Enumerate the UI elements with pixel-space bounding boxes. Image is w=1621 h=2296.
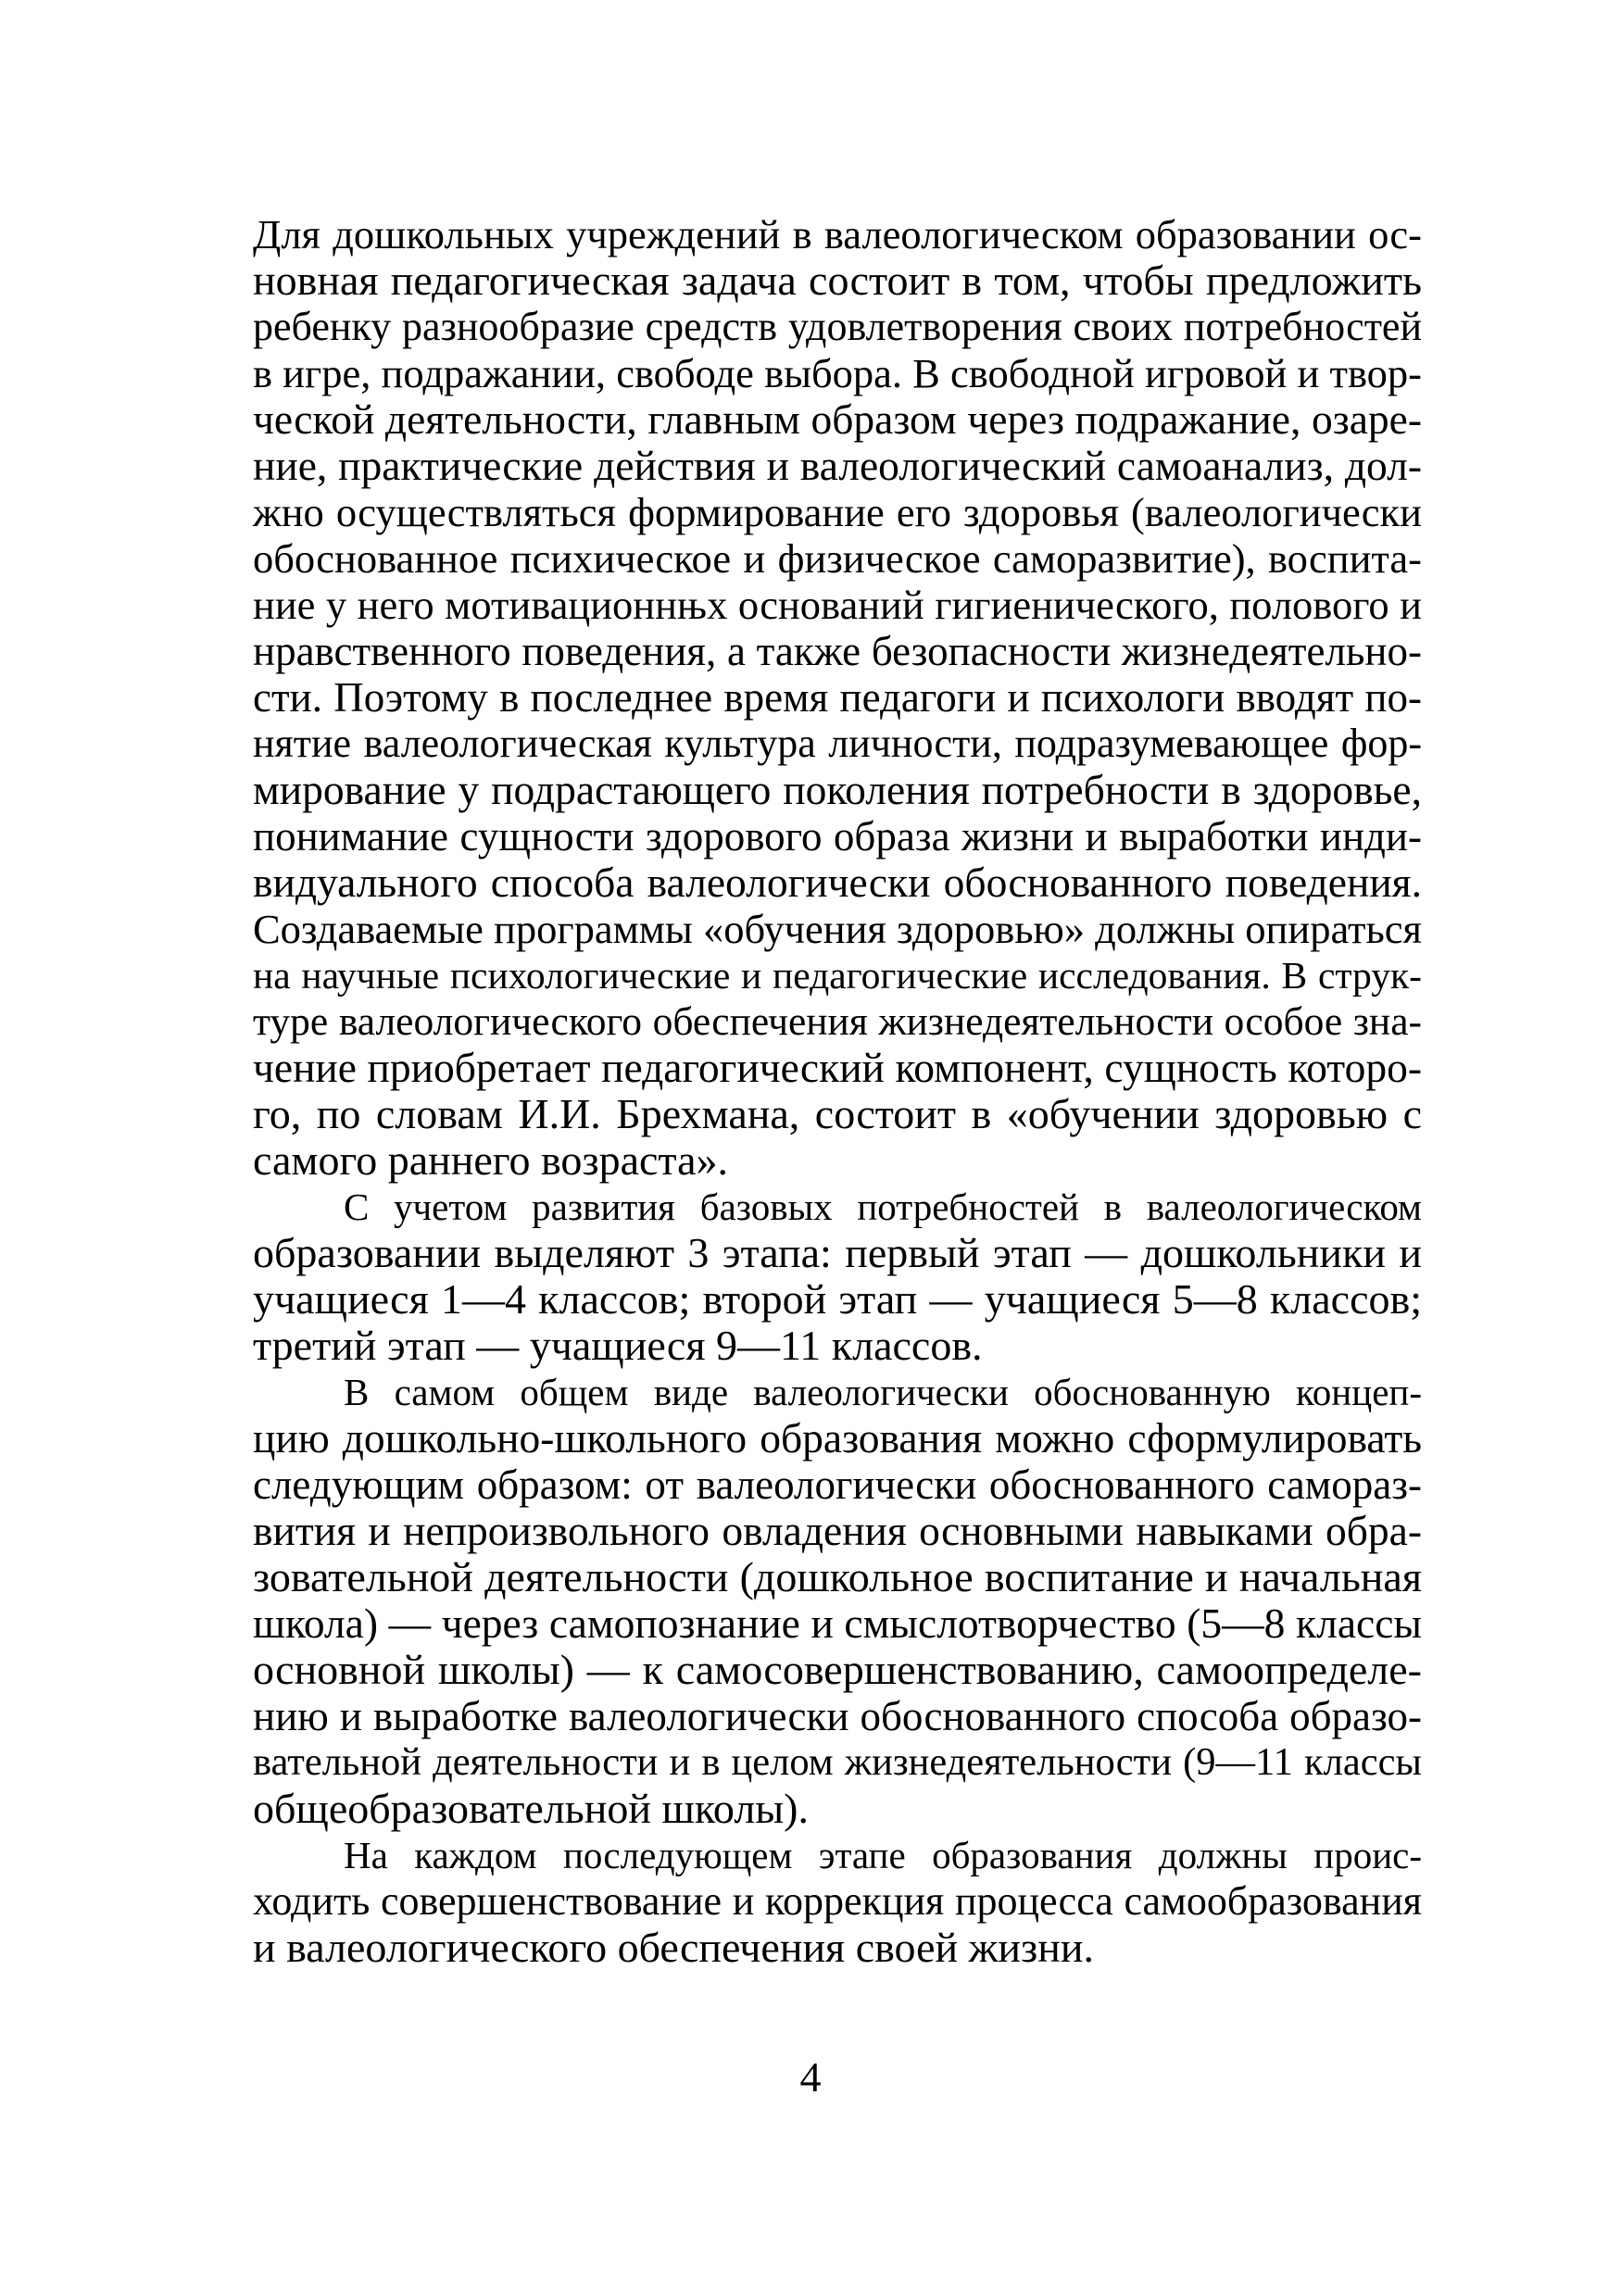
text-line: видуального способа валеологически обоснованного поведения. [253, 859, 1422, 906]
page-body [253, 211, 1422, 1971]
text-line: и валеологического обеспечения своей жизни. [253, 1924, 1094, 1971]
text-line: обоснованное психическое и физическое саморазвитие), воспита- [253, 535, 1422, 582]
text-line: сти. Поэтому в последнее время педагоги и психологи вводят по- [253, 674, 1422, 721]
text-line: нятие валеологическая культура личности, подразумевающее фор- [253, 721, 1422, 766]
text-line: ребенку разнообразие средств удовлетворения своих потребностей [253, 304, 1422, 349]
text-line: ходить совершенствование и коррекция процесса самообразования [253, 1878, 1422, 1924]
text-line: школа) — через самопознание и смыслотворчество (5—8 классы [253, 1600, 1422, 1647]
text-line: вития и непроизвольного овладения основными навыками обра- [253, 1507, 1422, 1554]
text-line: ческой деятельности, главным образом через подражание, озаре- [253, 395, 1422, 443]
text-line: нравственного поведения, а также безопасности жизнедеятельно- [253, 628, 1422, 674]
text-line: учащиеся 1—4 классов; второй этап — учащиеся 5—8 классов; [253, 1275, 1422, 1323]
text-line: в игре, подражании, свободе выбора. В свободной игровой и твор- [253, 350, 1422, 396]
text-line: зовательной деятельности (дошкольное воспитание и начальная [253, 1553, 1422, 1600]
text-line: самого раннего возраста». [253, 1136, 729, 1184]
text-line: В самом общем виде валеологически обоснованную концеп- [344, 1371, 1422, 1413]
text-line: Для дошкольных учреждений в валеологическом образовании ос- [253, 211, 1422, 257]
text-line: новная педагогическая задача состоит в том, чтобы предложить [253, 257, 1422, 304]
text-line: го, по словам И.И. Брехмана, состоит в «обучении здоровью с [253, 1090, 1422, 1137]
text-line: нию и выработке валеологически обоснованного способа образо- [253, 1693, 1422, 1739]
text-line: мирование у подрастающего поколения потребности в здоровье, [253, 766, 1422, 813]
text-line: жно осуществляться формирование его здоровья (валеологически [253, 489, 1422, 535]
text-line: Создаваемые программы «обучения здоровью» должны опираться [253, 906, 1422, 952]
text-line: третий этап — учащиеся 9—11 классов. [253, 1322, 983, 1369]
text-line: следующим образом: от валеологически обоснованного самораз- [253, 1462, 1422, 1508]
text-line: основной школы) — к самосовершенствованию, самоопределе- [253, 1646, 1422, 1693]
text-line: На каждом последующем этапе образования должны проис- [344, 1834, 1422, 1876]
text-line: цию дошкольно-школьного образования можно сформулировать [253, 1414, 1422, 1462]
text-line: С учетом развития базовых потребностей в валеологическом [344, 1186, 1422, 1228]
text-line: ние у него мотивационнњх оснований гигиенического, полового и [253, 582, 1422, 628]
text-line: на научные психологические и педагогические исследования. В струк- [253, 954, 1422, 997]
page-number: 4 [799, 2053, 822, 2101]
text-line: чение приобретает педагогический компонент, сущность которо- [253, 1044, 1422, 1091]
text-line: ние, практические действия и валеологический самоанализ, дол- [253, 442, 1422, 489]
text-line: туре валеологического обеспечения жизнедеятельности особое зна- [253, 999, 1422, 1044]
text-line: понимание сущности здорового образа жизни и выработки инди- [253, 813, 1422, 859]
text-line: вательной деятельности и в целом жизнедеятельности (9—11 классы [253, 1740, 1422, 1784]
text-line: общеобразовательной школы). [253, 1785, 809, 1832]
text-line: образовании выделяют 3 этапа: первый этап — дошкольники и [253, 1229, 1422, 1276]
